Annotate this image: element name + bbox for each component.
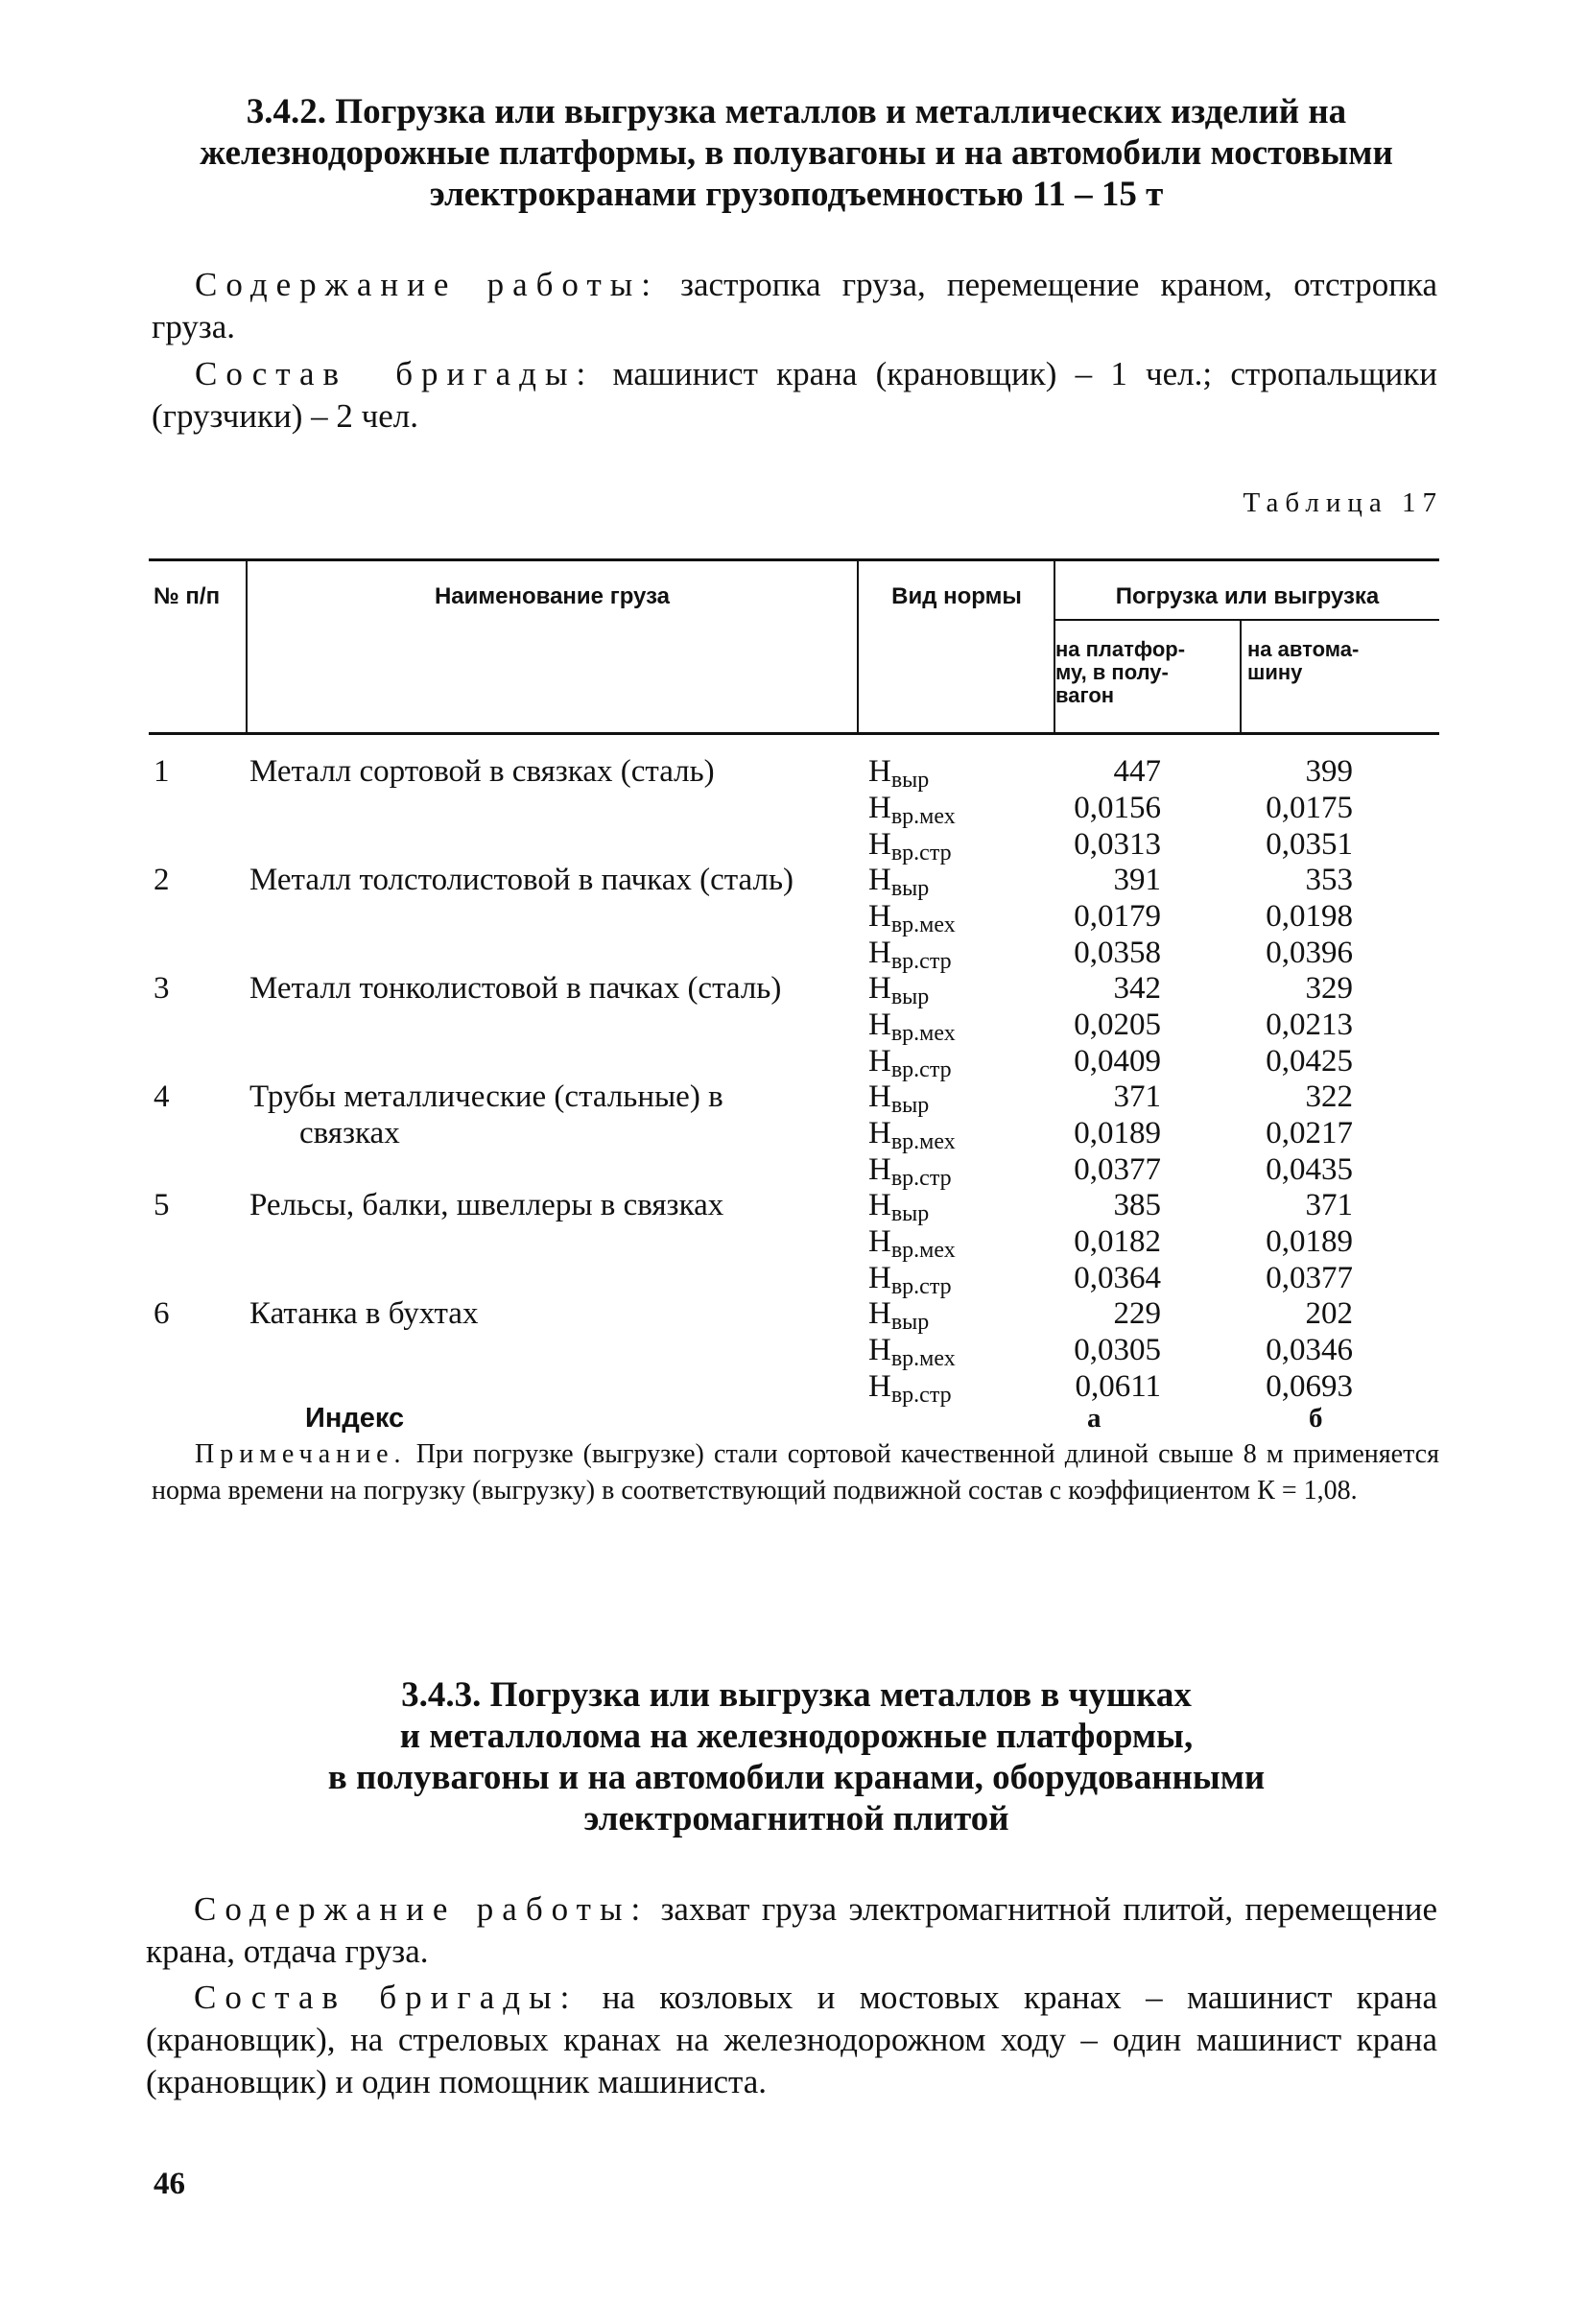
note-label: Примечание. bbox=[195, 1439, 407, 1469]
header-col-platform: на платфор- му, в полу- вагон bbox=[1055, 637, 1186, 707]
norm-label bbox=[868, 1368, 952, 1413]
value-platform: 229 bbox=[1113, 1296, 1161, 1331]
row-name: Металл тонколистовой в пачках (сталь) bbox=[249, 971, 782, 1006]
row-name: Трубы металлические (стальные) в bbox=[249, 1079, 723, 1114]
index-b: б bbox=[1309, 1403, 1323, 1434]
value-platform: 0,0179 bbox=[1074, 899, 1161, 934]
work-content-text: захват груза электромагнитной плитой, перемещение крана, отдача груза. bbox=[146, 1890, 1437, 1970]
value-platform: 0,0205 bbox=[1074, 1008, 1161, 1042]
value-truck: 0,0175 bbox=[1266, 791, 1353, 825]
section-heading-343 bbox=[144, 1674, 1449, 1839]
value-truck: 0,0377 bbox=[1266, 1261, 1353, 1295]
value-truck: 353 bbox=[1305, 863, 1353, 897]
norm-base: Н bbox=[868, 827, 891, 862]
row-name: Металл толстолистовой в пачках (сталь) bbox=[249, 863, 794, 897]
norm-base: Н bbox=[868, 936, 891, 970]
table-note bbox=[152, 1436, 1439, 1509]
index-a: а bbox=[1087, 1403, 1101, 1434]
value-platform: 0,0189 bbox=[1074, 1116, 1161, 1150]
norm-base: Н bbox=[868, 1333, 891, 1367]
table-vrule bbox=[857, 560, 859, 732]
table-header-bottom-rule bbox=[149, 732, 1439, 735]
value-truck: 0,0346 bbox=[1266, 1333, 1353, 1367]
row-name: Катанка в бухтах bbox=[249, 1296, 479, 1331]
norm-base: Н bbox=[868, 1008, 891, 1042]
value-platform: 0,0364 bbox=[1074, 1261, 1161, 1295]
value-platform: 371 bbox=[1113, 1079, 1161, 1114]
value-truck: 329 bbox=[1305, 971, 1353, 1006]
value-truck: 0,0198 bbox=[1266, 899, 1353, 934]
value-platform: 0,0305 bbox=[1074, 1333, 1161, 1367]
work-content-label: Содержание работы: bbox=[195, 266, 659, 303]
row-name-cont: связках bbox=[299, 1116, 400, 1150]
table-top-rule bbox=[149, 558, 1439, 561]
heading-line: железнодорожные платформы, в полувагоны и на автомобили мостовыми bbox=[200, 133, 1393, 173]
heading-line: 3.4.3. Погрузка или выгрузка металлов в чушках bbox=[401, 1675, 1192, 1715]
value-platform: 0,0611 bbox=[1075, 1369, 1161, 1404]
norm-sub: выр bbox=[890, 876, 930, 901]
norm-sub: вр.мех bbox=[890, 1129, 956, 1154]
norm-sub: выр bbox=[890, 984, 930, 1009]
work-content-paragraph bbox=[152, 264, 1437, 348]
note-text: При погрузке (выгрузке) стали сортовой качественной длиной свыше 8 м применяется норма времени на погрузку (выгрузку) в соответствующий подвижной состав с коэффициентом К = 1,08. bbox=[152, 1439, 1439, 1506]
value-truck: 202 bbox=[1305, 1296, 1353, 1331]
value-platform: 447 bbox=[1113, 754, 1161, 789]
row-num: 1 bbox=[154, 754, 170, 789]
table-vrule bbox=[1240, 619, 1242, 732]
page-number: 46 bbox=[154, 2167, 185, 2201]
value-truck: 0,0213 bbox=[1266, 1008, 1353, 1042]
row-num: 2 bbox=[154, 863, 170, 897]
header-load-group: Погрузка или выгрузка bbox=[1115, 583, 1380, 609]
row-num: 5 bbox=[154, 1188, 170, 1222]
heading-line: и металлолома на железнодорожные платформы, bbox=[399, 1717, 1194, 1756]
value-truck: 0,0189 bbox=[1266, 1224, 1353, 1259]
value-platform: 342 bbox=[1113, 971, 1161, 1006]
work-content-text: застропка груза, перемещение краном, отстропка груза. bbox=[152, 266, 1437, 345]
norm-sub: вр.мех bbox=[890, 1346, 956, 1371]
value-truck: 399 bbox=[1305, 754, 1353, 789]
value-platform: 0,0313 bbox=[1074, 827, 1161, 862]
crew-label: Состав бригады: bbox=[195, 355, 595, 392]
norm-base: Н bbox=[868, 899, 891, 934]
value-truck: 0,0693 bbox=[1266, 1369, 1353, 1404]
norm-base: Н bbox=[868, 1224, 891, 1259]
value-truck: 0,0217 bbox=[1266, 1116, 1353, 1150]
norm-sub: вр.стр bbox=[890, 1274, 952, 1299]
section-heading-342 bbox=[144, 91, 1449, 215]
value-truck: 371 bbox=[1305, 1188, 1353, 1222]
value-platform: 0,0409 bbox=[1074, 1044, 1161, 1079]
crew-paragraph bbox=[152, 353, 1437, 438]
norm-base: Н bbox=[868, 1261, 891, 1295]
norm-base: Н bbox=[868, 754, 891, 789]
crew-text: на козловых и мостовых кранах – машинист крана (крановщик), на стреловых кранах на железнодорожном ходу – один машинист крана (крановщик) и один помощник машиниста. bbox=[146, 1979, 1437, 2100]
value-platform: 0,0377 bbox=[1074, 1152, 1161, 1187]
value-truck: 0,0351 bbox=[1266, 827, 1353, 862]
norm-base: Н bbox=[868, 1188, 891, 1222]
norm-sub: выр bbox=[890, 1201, 930, 1226]
work-content-paragraph-2 bbox=[146, 1888, 1437, 1973]
header-norm-type: Вид нормы bbox=[891, 583, 1022, 609]
norm-sub: выр bbox=[890, 768, 930, 793]
value-truck: 0,0425 bbox=[1266, 1044, 1353, 1079]
heading-line: электрокранами грузоподъемностью 11 – 15 т bbox=[429, 175, 1164, 214]
crew-label: Состав бригады: bbox=[194, 1979, 579, 2016]
work-content-label: Содержание работы: bbox=[194, 1890, 650, 1928]
heading-line: электромагнитной плитой bbox=[583, 1799, 1009, 1838]
norm-base: Н bbox=[868, 1116, 891, 1150]
norm-base: Н bbox=[868, 1296, 891, 1331]
crew-paragraph-2 bbox=[146, 1977, 1437, 2103]
norm-sub: вр.мех bbox=[890, 804, 956, 829]
row-num: 3 bbox=[154, 971, 170, 1006]
norm-sub: выр bbox=[890, 1093, 930, 1118]
crew-text: машинист крана (крановщик) – 1 чел.; стропальщики (грузчики) – 2 чел. bbox=[152, 355, 1438, 435]
row-num: 6 bbox=[154, 1296, 170, 1331]
value-platform: 0,0156 bbox=[1074, 791, 1161, 825]
heading-line: в полувагоны и на автомобили кранами, оборудованными bbox=[327, 1758, 1266, 1797]
norm-sub: вр.мех bbox=[890, 1238, 956, 1263]
norm-base: Н bbox=[868, 971, 891, 1006]
norm-sub: вр.стр bbox=[890, 841, 952, 866]
norm-sub: выр bbox=[890, 1310, 930, 1335]
row-num: 4 bbox=[154, 1079, 170, 1114]
heading-line: 3.4.2. Погрузка или выгрузка металлов и металлических изделий на bbox=[246, 92, 1347, 131]
norm-sub: вр.стр bbox=[890, 1057, 952, 1082]
header-num: № п/п bbox=[154, 583, 221, 609]
value-truck: 322 bbox=[1305, 1079, 1353, 1114]
norm-base: Н bbox=[868, 1079, 891, 1114]
table-subheader-rule bbox=[1054, 619, 1439, 621]
value-platform: 385 bbox=[1113, 1188, 1161, 1222]
value-platform: 391 bbox=[1113, 863, 1161, 897]
norm-base: Н bbox=[868, 863, 891, 897]
norm-sub: вр.стр bbox=[890, 1166, 952, 1191]
value-platform: 0,0358 bbox=[1074, 936, 1161, 970]
value-truck: 0,0396 bbox=[1266, 936, 1353, 970]
norm-base: Н bbox=[868, 791, 891, 825]
norm-sub: вр.стр bbox=[890, 949, 952, 974]
value-truck: 0,0435 bbox=[1266, 1152, 1353, 1187]
norm-base: Н bbox=[868, 1044, 891, 1079]
norm-sub: вр.мех bbox=[890, 913, 956, 937]
row-name: Рельсы, балки, швеллеры в связках bbox=[249, 1188, 724, 1222]
norm-base: Н bbox=[868, 1369, 891, 1404]
value-platform: 0,0182 bbox=[1074, 1224, 1161, 1259]
index-label: Индекс bbox=[305, 1403, 405, 1434]
header-col-truck: на автома- шину bbox=[1247, 637, 1360, 684]
row-name: Металл сортовой в связках (сталь) bbox=[249, 754, 715, 789]
header-name: Наименование груза bbox=[434, 583, 671, 609]
table-caption: Таблица 17 bbox=[1243, 487, 1443, 518]
norm-sub: вр.стр bbox=[890, 1383, 952, 1408]
norm-sub: вр.мех bbox=[890, 1021, 956, 1046]
norm-base: Н bbox=[868, 1152, 891, 1187]
